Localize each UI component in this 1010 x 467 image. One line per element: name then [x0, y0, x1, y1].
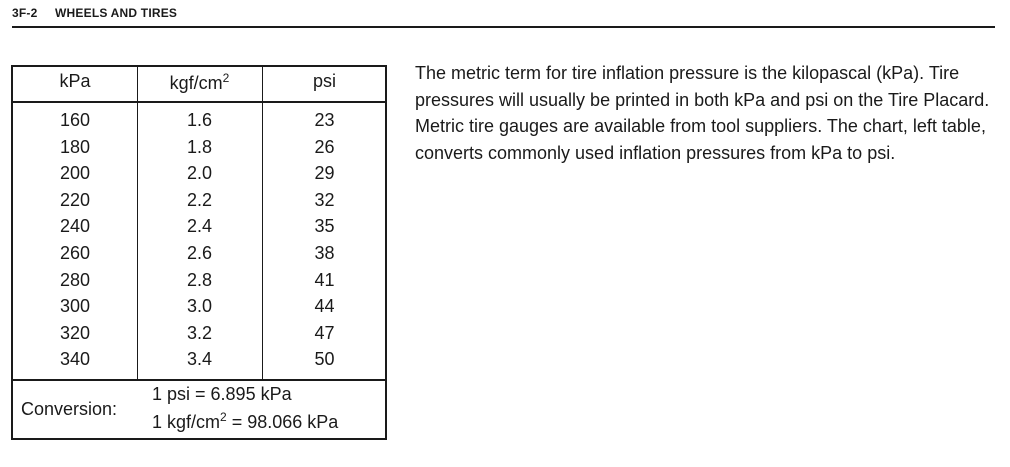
conversion-kgf-pre: 1 kgf/cm — [152, 412, 221, 432]
cell-psi: 26 — [314, 136, 335, 157]
cell-psi: 32 — [314, 189, 335, 210]
cell-kpa: 300 — [59, 296, 91, 317]
column-header-kgf-sup: 2 — [222, 71, 230, 85]
table-row — [13, 134, 387, 161]
table-row — [13, 107, 387, 134]
page-header — [12, 6, 995, 28]
cell-kgf: 3.4 — [186, 349, 213, 370]
table-body — [13, 107, 387, 373]
column-header-kgf-base: kgf/cm — [169, 73, 223, 93]
cell-kgf: 3.0 — [186, 296, 213, 317]
conversion-kgf-sup: 2 — [220, 410, 227, 424]
explanation-paragraph: The metric term for tire inflation pressure is the kilopascal (kPa). Tire pressures will usually be printed in both kPa and psi on the Tire Placard. Metric tire gauges are available from tool suppliers. The chart, left table, converts commonly used inflation pressures from kPa to psi. — [415, 63, 990, 163]
cell-kgf: 1.8 — [186, 136, 213, 157]
column-header-kgf — [137, 71, 262, 94]
conversion-divider — [13, 379, 385, 381]
section-title: WHEELS AND TIRES — [55, 6, 178, 20]
cell-kpa: 160 — [59, 110, 91, 130]
cell-kpa: 240 — [59, 216, 91, 237]
table-row — [13, 346, 387, 373]
cell-kgf: 2.6 — [186, 242, 213, 263]
table-row — [13, 267, 387, 294]
cell-kpa: 200 — [59, 163, 91, 184]
cell-kgf: 2.0 — [186, 163, 213, 184]
table-row — [13, 320, 387, 347]
header-divider — [13, 101, 385, 103]
cell-kgf: 2.8 — [186, 269, 213, 290]
cell-kpa: 320 — [59, 322, 91, 343]
cell-kpa: 220 — [59, 189, 91, 210]
table-row — [13, 160, 387, 187]
cell-psi: 41 — [314, 269, 335, 290]
cell-kpa: 280 — [59, 269, 91, 290]
cell-kgf: 2.2 — [186, 189, 213, 210]
table-row — [13, 293, 387, 320]
cell-kpa: 180 — [59, 136, 91, 157]
conversion-kgf — [152, 410, 338, 433]
cell-psi: 47 — [314, 322, 335, 343]
table-row — [13, 187, 387, 214]
conversion-psi: 1 psi = 6.895 kPa — [152, 384, 292, 404]
conversion-label: Conversion: — [21, 399, 118, 419]
cell-psi: 35 — [314, 216, 335, 237]
cell-psi: 29 — [314, 163, 335, 184]
column-header-kpa: kPa — [59, 71, 91, 91]
cell-psi: 38 — [314, 242, 335, 263]
cell-kgf: 3.2 — [186, 322, 213, 343]
cell-kgf: 2.4 — [186, 216, 213, 237]
cell-kpa: 260 — [59, 242, 91, 263]
cell-psi: 44 — [314, 296, 335, 317]
table-row — [13, 240, 387, 267]
cell-kgf: 1.6 — [186, 110, 213, 130]
conversion-kgf-post: = 98.066 kPa — [226, 412, 339, 432]
section-number: 3F-2 — [12, 6, 38, 20]
pressure-conversion-table — [11, 65, 387, 440]
column-header-psi: psi — [312, 71, 336, 91]
cell-kpa: 340 — [59, 349, 91, 370]
cell-psi: 23 — [314, 110, 335, 130]
cell-psi: 50 — [314, 349, 335, 370]
table-row — [13, 213, 387, 240]
